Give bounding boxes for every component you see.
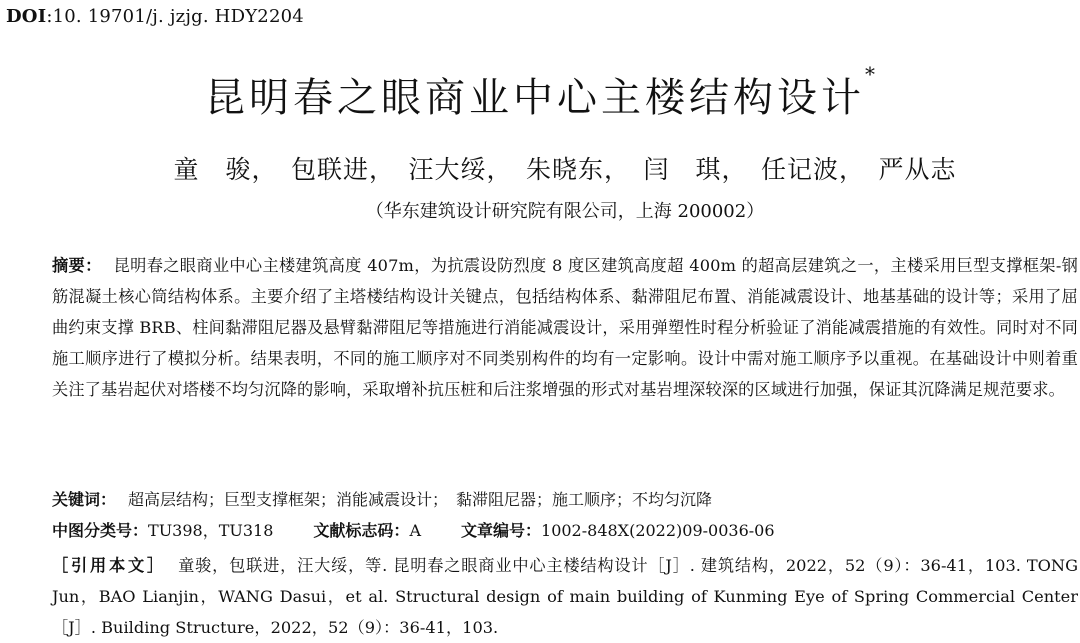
clc-label: 中图分类号：	[52, 521, 149, 540]
affiliation: （华东建筑设计研究院有限公司，上海 200002）	[365, 201, 765, 222]
doi-value: 10. 19701/j. jzjg. HDY2204	[52, 6, 304, 27]
doi-separator: :	[46, 6, 53, 27]
citation-text: 童骏，包联进，汪大绥，等. 昆明春之眼商业中心主楼结构设计［J］. 建筑结构，2022，52（9）：36-41，103. TONG Jun，BAO Lianjin，WANG Dasui，et al. Structural design of main building of Kunming Eye of Spring Commercial Center［J］. Building Structure，2022，52（9）：36-41，103.	[52, 556, 1079, 637]
article-no-label: 文章编号：	[461, 521, 542, 540]
abstract	[52, 250, 1078, 405]
doc-code-label: 文献标志码：	[313, 521, 410, 540]
keywords-text: 超高层结构；巨型支撑框架；消能减震设计； 黏滞阻尼器；施工顺序；不均匀沉降	[128, 490, 713, 509]
citation	[52, 550, 1078, 643]
doi-label: DOI	[6, 6, 47, 27]
doc-code-value: A	[409, 521, 421, 540]
abstract-text: 昆明春之眼商业中心主楼建筑高度 407m，为抗震设防烈度 8 度区建筑高度超 400m 的超高层建筑之一，主楼采用巨型支撑框架-钢筋混凝土核心筒结构体系。主要介绍了主塔楼结构设计关键点，包括结构体系、黏滞阻尼布置、消能减震设计、地基基础的设计等；采用了屈曲约束支撑 BRB、柱间黏滞阻尼器及悬臂黏滞阻尼等措施进行消能减震设计，采用弹塑性时程分析验证了消能减震措施的有效性。同时对不同施工顺序进行了模拟分析。结果表明，不同的施工顺序对不同类别构件的均有一定影响。设计中需对施工顺序予以重视。在基础设计中则着重关注了基岩起伏对塔楼不均匀沉降的影响，采取增补抗压桩和后注浆增强的形式对基岩埋深较深的区域进行加强，保证其沉降满足规范要求。	[52, 256, 1078, 399]
abstract-label: 摘要：	[52, 256, 102, 275]
keywords	[52, 487, 712, 510]
clc-value: TU398，TU318	[148, 521, 274, 540]
paper-title-text: 昆明春之眼商业中心主楼结构设计	[205, 75, 865, 121]
paper-title	[0, 62, 1080, 123]
article-no-value: 1002-848X(2022)09-0036-06	[541, 521, 775, 540]
citation-label: ［引用本文］	[52, 556, 167, 575]
title-footnote-mark: *	[865, 62, 875, 86]
author-list: 童 骏， 包联进， 汪大绥， 朱晓东， 闫 琪， 任记波， 严从志	[173, 155, 957, 184]
doi-line	[6, 6, 304, 27]
classification-line	[52, 518, 775, 541]
keywords-label: 关键词：	[52, 490, 117, 509]
